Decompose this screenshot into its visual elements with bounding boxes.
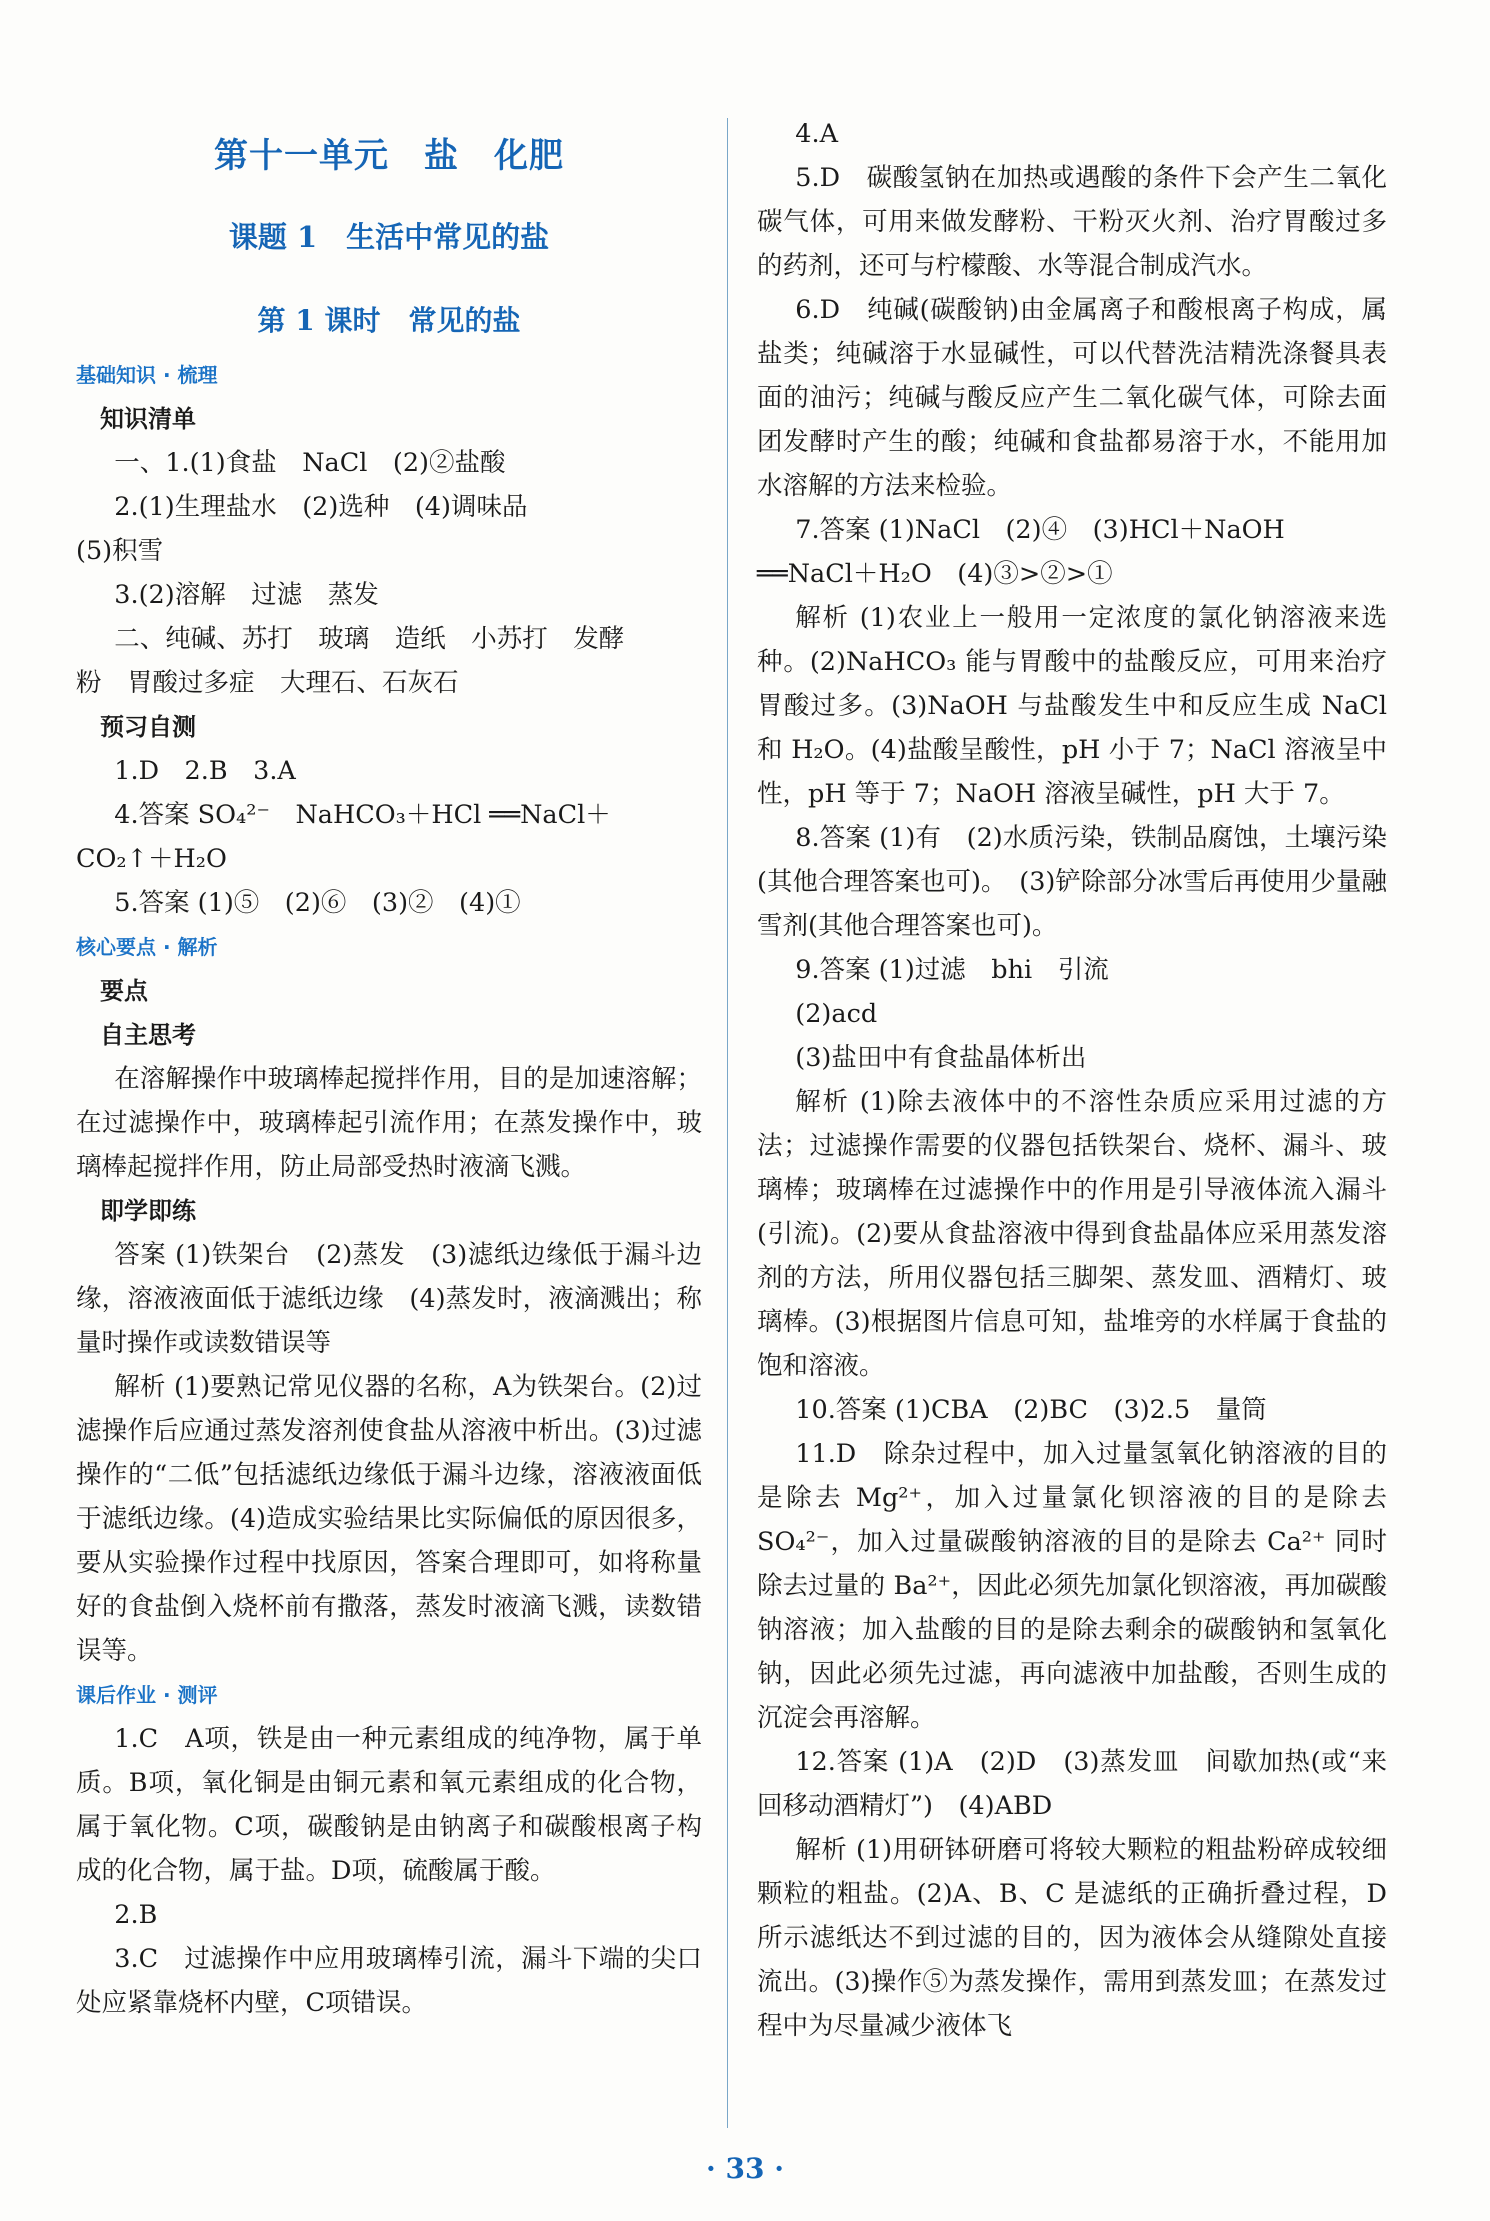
period-title: 第 1 课时 常见的盐 <box>257 304 521 337</box>
subheading-knowledge-list: 知识清单 <box>100 405 196 433</box>
paragraph: 3.C 过滤操作中应用玻璃棒引流，漏斗下端的尖口处应紧靠烧杯内壁，C项错误。 <box>76 1944 702 2018</box>
paragraph: 5.D 碳酸氢钠在加热或遇酸的条件下会产生二氧化碳气体，可用来做发酵粉、干粉灭火剂、治疗胃酸过多的药剂，还可与柠檬酸、水等混合制成汽水。 <box>757 163 1387 281</box>
section-basic-knowledge: 基础知识 · 梳理 <box>76 363 218 387</box>
paragraph: 解析 (1)要熟记常见仪器的名称，A为铁架台。(2)过滤操作后应通过蒸发溶剂使食盐从溶液中析出。(3)过滤操作的“二低”包括滤纸边缘低于漏斗边缘，溶液液面低于滤纸边缘。(4)造成实验结果比实际偏低的原因很多，要从实验操作过程中找原因，答案合理即可，如将称量好的食盐倒入烧杯前有撒落，蒸发时液滴飞溅，读数错误等。 <box>76 1372 702 1666</box>
answer-line: 9.答案 (1)过滤 bhi 引流 <box>795 955 1109 985</box>
section-core-points: 核心要点 · 解析 <box>76 935 218 959</box>
unit-title: 第十一单元 盐 化肥 <box>214 136 564 176</box>
left-column <box>76 121 702 2025</box>
answer-line: (3)盐田中有食盐晶体析出 <box>795 1043 1087 1073</box>
paragraph: 1.C A项，铁是由一种元素组成的纯净物，属于单质。B项，氧化铜是由铜元素和氧元素组成的化合物，属于氧化物。C项，碳酸钠是由钠离子和碳酸根离子构成的化合物，属于盐。D项，硫酸属于酸。 <box>76 1724 702 1886</box>
answer-line: 1.D 2.B 3.A <box>114 756 296 786</box>
answer-line: ══NaCl＋H₂O (4)③>②>① <box>757 559 1113 589</box>
answer-line: (5)积雪 <box>76 536 164 566</box>
paragraph: 解析 (1)用研钵研磨可将较大颗粒的粗盐粉碎成较细颗粒的粗盐。(2)A、B、C 是滤纸的正确折叠过程，D 所示滤纸达不到过滤的目的，因为液体会从缝隙处直接流出。(3)操作⑤为蒸发操作，需用到蒸发皿；在蒸发过程中为尽量减少液体飞 <box>757 1835 1387 2041</box>
answer-line: 3.(2)溶解 过滤 蒸发 <box>114 580 379 610</box>
answer-line: 二、纯碱、苏打 玻璃 造纸 小苏打 发酵 <box>114 624 625 654</box>
answer-line: (2)acd <box>795 999 878 1029</box>
column-divider <box>727 118 728 2128</box>
paragraph: 6.D 纯碱(碳酸钠)由金属离子和酸根离子构成，属盐类；纯碱溶于水显碱性，可以代替洗洁精洗涤餐具表面的油污；纯碱与酸反应产生二氧化碳气体，可除去面团发酵时产生的酸；纯碱和食盐都易溶于水，不能用加水溶解的方法来检验。 <box>757 295 1387 501</box>
answer-line: 粉 胃酸过多症 大理石、石灰石 <box>76 668 459 698</box>
section-homework: 课后作业 · 测评 <box>76 1683 218 1707</box>
answer-line: 2.(1)生理盐水 (2)选种 (4)调味品 <box>114 492 528 522</box>
answer-line: 7.答案 (1)NaCl (2)④ (3)HCl＋NaOH <box>795 515 1285 545</box>
answer-line: CO₂↑＋H₂O <box>76 844 227 874</box>
paragraph: 答案 (1)铁架台 (2)蒸发 (3)滤纸边缘低于漏斗边缘，溶液液面低于滤纸边缘 (4)蒸发时，液滴溅出；称量时操作或读数错误等 <box>76 1240 702 1358</box>
answer-line: 4.A <box>795 119 838 149</box>
page-number: · 33 · <box>706 2152 784 2185</box>
paragraph: 在溶解操作中玻璃棒起搅拌作用，目的是加速溶解；在过滤操作中，玻璃棒起引流作用；在蒸发操作中，玻璃棒起搅拌作用，防止局部受热时液滴飞溅。 <box>76 1064 702 1182</box>
lesson-title: 课题 1 生活中常见的盐 <box>228 220 550 254</box>
subheading-self-thinking: 自主思考 <box>100 1021 196 1049</box>
subheading-practice: 即学即练 <box>100 1197 196 1225</box>
answer-line: 4.答案 SO₄²⁻ NaHCO₃＋HCl ══NaCl＋ <box>114 800 611 830</box>
paragraph: 11.D 除杂过程中，加入过量氢氧化钠溶液的目的是除去 Mg²⁺，加入过量氯化钡溶液的目的是除去 SO₄²⁻，加入过量碳酸钠溶液的目的是除去 Ca²⁺ 同时除去过量的 Ba²⁺，因此必须先加氯化钡溶液，再加碳酸钠溶液；加入盐酸的目的是除去剩余的碳酸钠和氢氧化钠，因此必须先过滤，再向滤液中加盐酸，否则生成的沉淀会再溶解。 <box>757 1439 1387 1733</box>
answer-line: 10.答案 (1)CBA (2)BC (3)2.5 量筒 <box>795 1395 1267 1425</box>
paragraph: 12.答案 (1)A (2)D (3)蒸发皿 间歇加热(或“来回移动酒精灯”) (4)ABD <box>757 1747 1387 1821</box>
answer-line: 5.答案 (1)⑤ (2)⑥ (3)② (4)① <box>114 888 521 918</box>
subheading-key-points: 要点 <box>100 977 148 1005</box>
paragraph: 8.答案 (1)有 (2)水质污染，铁制品腐蚀，土壤污染(其他合理答案也可)。 (3)铲除部分冰雪后再使用少量融雪剂(其他合理答案也可)。 <box>757 823 1387 941</box>
paragraph: 解析 (1)农业上一般用一定浓度的氯化钠溶液来选种。(2)NaHCO₃ 能与胃酸中的盐酸反应，可用来治疗胃酸过多。(3)NaOH 与盐酸发生中和反应生成 NaCl 和 H₂O。(4)盐酸呈酸性，pH 小于 7；NaCl 溶液呈中性，pH 等于 7；NaOH 溶液呈碱性，pH 大于 7。 <box>757 603 1387 809</box>
right-column <box>757 112 1387 2048</box>
answer-line: 2.B <box>114 1900 158 1930</box>
answer-line: 一、1.(1)食盐 NaCl (2)②盐酸 <box>114 448 506 478</box>
subheading-preview-test: 预习自测 <box>100 713 196 741</box>
paragraph: 解析 (1)除去液体中的不溶性杂质应采用过滤的方法；过滤操作需要的仪器包括铁架台、烧杯、漏斗、玻璃棒；玻璃棒在过滤操作中的作用是引导液体流入漏斗(引流)。(2)要从食盐溶液中得到食盐晶体应采用蒸发溶剂的方法，所用仪器包括三脚架、蒸发皿、酒精灯、玻璃棒。(3)根据图片信息可知，盐堆旁的水样属于食盐的饱和溶液。 <box>757 1087 1387 1381</box>
